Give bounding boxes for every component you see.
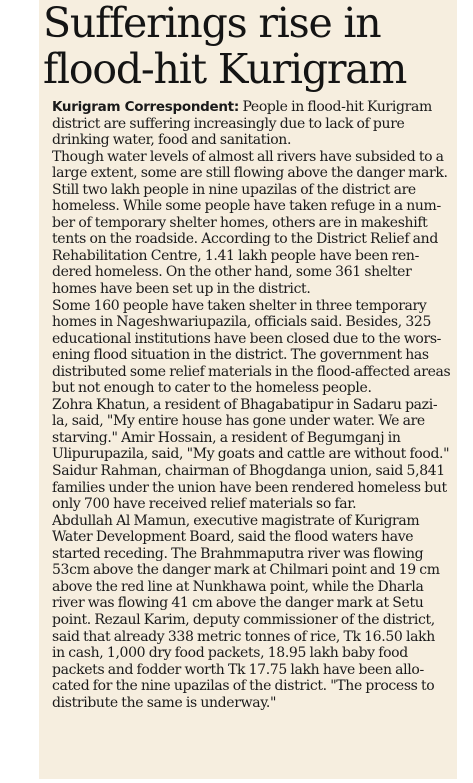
paragraph-shelters	[52, 298, 452, 397]
headline-line: Sufferings rise in	[43, 0, 381, 47]
text-line: la, said, "My entire house has gone under water. We are	[52, 413, 425, 430]
text-line: homes have been set up in the district.	[52, 281, 311, 298]
text-line: homes in Nageshwariupazila, officials said. Besides, 325	[52, 314, 432, 331]
text-line: packets and fodder worth Tk 17.75 lakh have been allo-	[52, 661, 424, 678]
text-line: river was flowing 41 cm above the danger mark at Setu	[52, 595, 424, 612]
paragraph-residents	[52, 397, 452, 463]
byline: Kurigram Correspondent:	[52, 99, 239, 115]
text-line: Zohra Khatun, a resident of Bhagabatipur in Sadaru pazi-	[52, 396, 438, 413]
headline	[43, 0, 453, 92]
text-line	[52, 99, 452, 116]
text-line: said that already 338 metric tonnes of rice, Tk 16.50 lakh	[52, 628, 435, 645]
text-line: Water Development Board, said the flood waters have	[52, 529, 414, 546]
text-line: distribute the same is underway."	[52, 694, 277, 711]
text-line: above the red line at Nunkhawa point, while the Dharla	[52, 578, 424, 595]
text-line: starving." Amir Hossain, a resident of Begumganj in	[52, 429, 401, 446]
text-line: large extent, some are still flowing above the danger mark.	[52, 165, 448, 182]
text-line: Ulipurupazila, said, "My goats and cattle are without food."	[52, 446, 450, 463]
text-line: district are suffering increasingly due to lack of pure	[52, 115, 405, 132]
text-line: point. Rezaul Karim, deputy commissioner of the district,	[52, 611, 435, 628]
text-line: ber of temporary shelter homes, others are in makeshift	[52, 214, 428, 231]
text-line: started receding. The Brahmmaputra river was flowing	[52, 545, 424, 562]
text-line: only 700 have received relief materials so far.	[52, 496, 357, 513]
paragraph-relief	[52, 513, 452, 712]
text-line: homeless. While some people have taken refuge in a num-	[52, 198, 441, 215]
article-body	[52, 99, 452, 711]
text-line: Some 160 people have taken shelter in three temporary	[52, 297, 427, 314]
paragraph-union	[52, 463, 452, 513]
text-line: in cash, 1,000 dry food packets, 18.95 lakh baby food	[52, 645, 408, 662]
text-line: but not enough to cater to the homeless people.	[52, 380, 372, 397]
text-line: tents on the roadside. According to the District Relief and	[52, 231, 438, 248]
text-line: educational institutions have been closed due to the wors-	[52, 330, 442, 347]
text-line: ening flood situation in the district. The government has	[52, 347, 429, 364]
text-line: Abdullah Al Mamun, executive magistrate of Kurigram	[52, 512, 420, 529]
text-line: families under the union have been rendered homeless but	[52, 479, 447, 496]
text-fragment: People in flood-hit Kurigram	[238, 99, 432, 115]
text-line: dered homeless. On the other hand, some 361 shelter	[52, 264, 412, 281]
text-line: Saidur Rahman, chairman of Bhogdanga union, said 5,841	[52, 463, 445, 480]
text-line: Still two lakh people in nine upazilas of the district are	[52, 181, 416, 198]
paragraph-intro	[52, 99, 452, 149]
text-line: drinking water, food and sanitation.	[52, 132, 292, 149]
text-line: 53cm above the danger mark at Chilmari point and 19 cm	[52, 562, 440, 579]
text-line: distributed some relief materials in the flood-affected areas	[52, 363, 451, 380]
paragraph-water-levels	[52, 149, 452, 298]
text-line: cated for the nine upazilas of the district. "The process to	[52, 678, 435, 695]
text-line: Rehabilitation Centre, 1.41 lakh people have been ren-	[52, 247, 419, 264]
headline-line: flood-hit Kurigram	[43, 45, 407, 93]
text-line: Though water levels of almost all rivers have subsided to a	[52, 148, 444, 165]
newspaper-clipping	[39, 0, 457, 779]
